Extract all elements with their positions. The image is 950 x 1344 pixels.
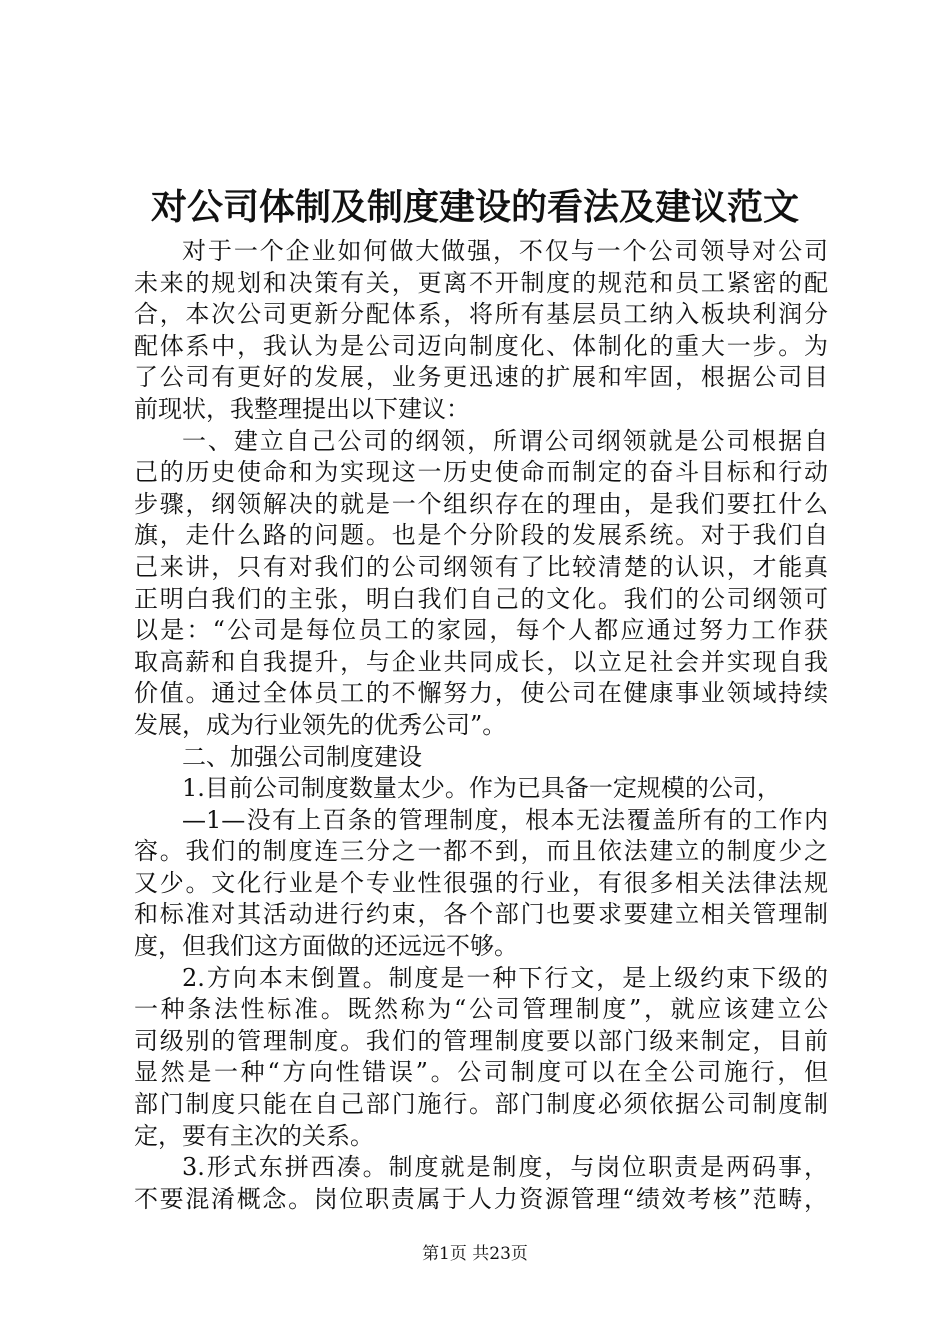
paragraph-line: 又少。文化行业是个专业性很强的行业，有很多相关法律法规	[134, 868, 828, 897]
paragraph-line: 以是：“公司是每位员工的家园，每个人都应通过努力工作获	[134, 616, 828, 645]
paragraph-line: 价值。通过全体员工的不懈努力，使公司在健康事业领域持续	[134, 679, 828, 708]
paragraph-line: 不要混淆概念。岗位职责属于人力资源管理“绩效考核”范畴，	[134, 1184, 828, 1213]
paragraph-line: 发展，成为行业领先的优秀公司”。	[134, 710, 507, 739]
paragraph-line: 和标准对其活动进行约束，各个部门也要求要建立相关管理制	[134, 900, 828, 929]
paragraph-line: 了公司有更好的发展，业务更迅速的扩展和牢固，根据公司目	[134, 363, 828, 392]
paragraph-line: 合，本次公司更新分配体系，将所有基层员工纳入板块利润分	[134, 300, 828, 329]
paragraph-line: 容。我们的制度连三分之一都不到，而且依法建立的制度少之	[134, 837, 828, 866]
paragraph-line: 定，要有主次的关系。	[134, 1121, 374, 1150]
paragraph-line: 未来的规划和决策有关，更离不开制度的规范和员工紧密的配	[134, 268, 828, 297]
document-body	[134, 236, 828, 1215]
paragraph-line: 一种条法性标准。既然称为“公司管理制度”，就应该建立公	[134, 995, 828, 1024]
paragraph-line: 司级别的管理制度。我们的管理制度要以部门级来制定，目前	[134, 1026, 828, 1055]
paragraph-line: 取高薪和自我提升，与企业共同成长，以立足社会并实现自我	[134, 647, 828, 676]
page-number-footer: 第1页 共23页	[422, 1244, 528, 1264]
paragraph-line: 旗，走什么路的问题。也是个分阶段的发展系统。对于我们自	[134, 521, 828, 550]
paragraph-line: 配体系中，我认为是公司迈向制度化、体制化的重大一步。为	[134, 331, 828, 360]
paragraph-line: 2.方向本末倒置。制度是一种下行文，是上级约束下级的	[182, 963, 828, 992]
paragraph-line: 度，但我们这方面做的还远远不够。	[134, 932, 518, 961]
paragraph-line: 3.形式东拼西凑。制度就是制度，与岗位职责是两码事，	[182, 1153, 828, 1182]
paragraph-line: 1.目前公司制度数量太少。作为已具备一定规模的公司，	[182, 774, 781, 803]
paragraph-line: 前现状，我整理提出以下建议：	[134, 394, 470, 423]
paragraph-line: 己来讲，只有对我们的公司纲领有了比较清楚的认识，才能真	[134, 552, 828, 581]
paragraph-line: 己的历史使命和为实现这一历史使命而制定的奋斗目标和行动	[134, 458, 828, 487]
paragraph-line: 步骤，纲领解决的就是一个组织存在的理由，是我们要扛什么	[134, 489, 828, 518]
paragraph-line: —1—没有上百条的管理制度，根本无法覆盖所有的工作内	[182, 805, 828, 834]
paragraph-line: 一、建立自己公司的纲领，所谓公司纲领就是公司根据自	[182, 426, 828, 455]
paragraph-line: 显然是一种“方向性错误”。公司制度可以在全公司施行，但	[134, 1058, 828, 1087]
paragraph-line: 对于一个企业如何做大做强，不仅与一个公司领导对公司	[182, 237, 828, 265]
document-title: 对公司体制及制度建设的看法及建议范文	[150, 186, 799, 228]
paragraph-line: 部门制度只能在自己部门施行。部门制度必须依据公司制度制	[134, 1090, 828, 1119]
section-heading: 二、加强公司制度建设	[182, 742, 422, 771]
paragraph-line: 正明白我们的主张，明白我们自己的文化。我们的公司纲领可	[134, 584, 828, 613]
